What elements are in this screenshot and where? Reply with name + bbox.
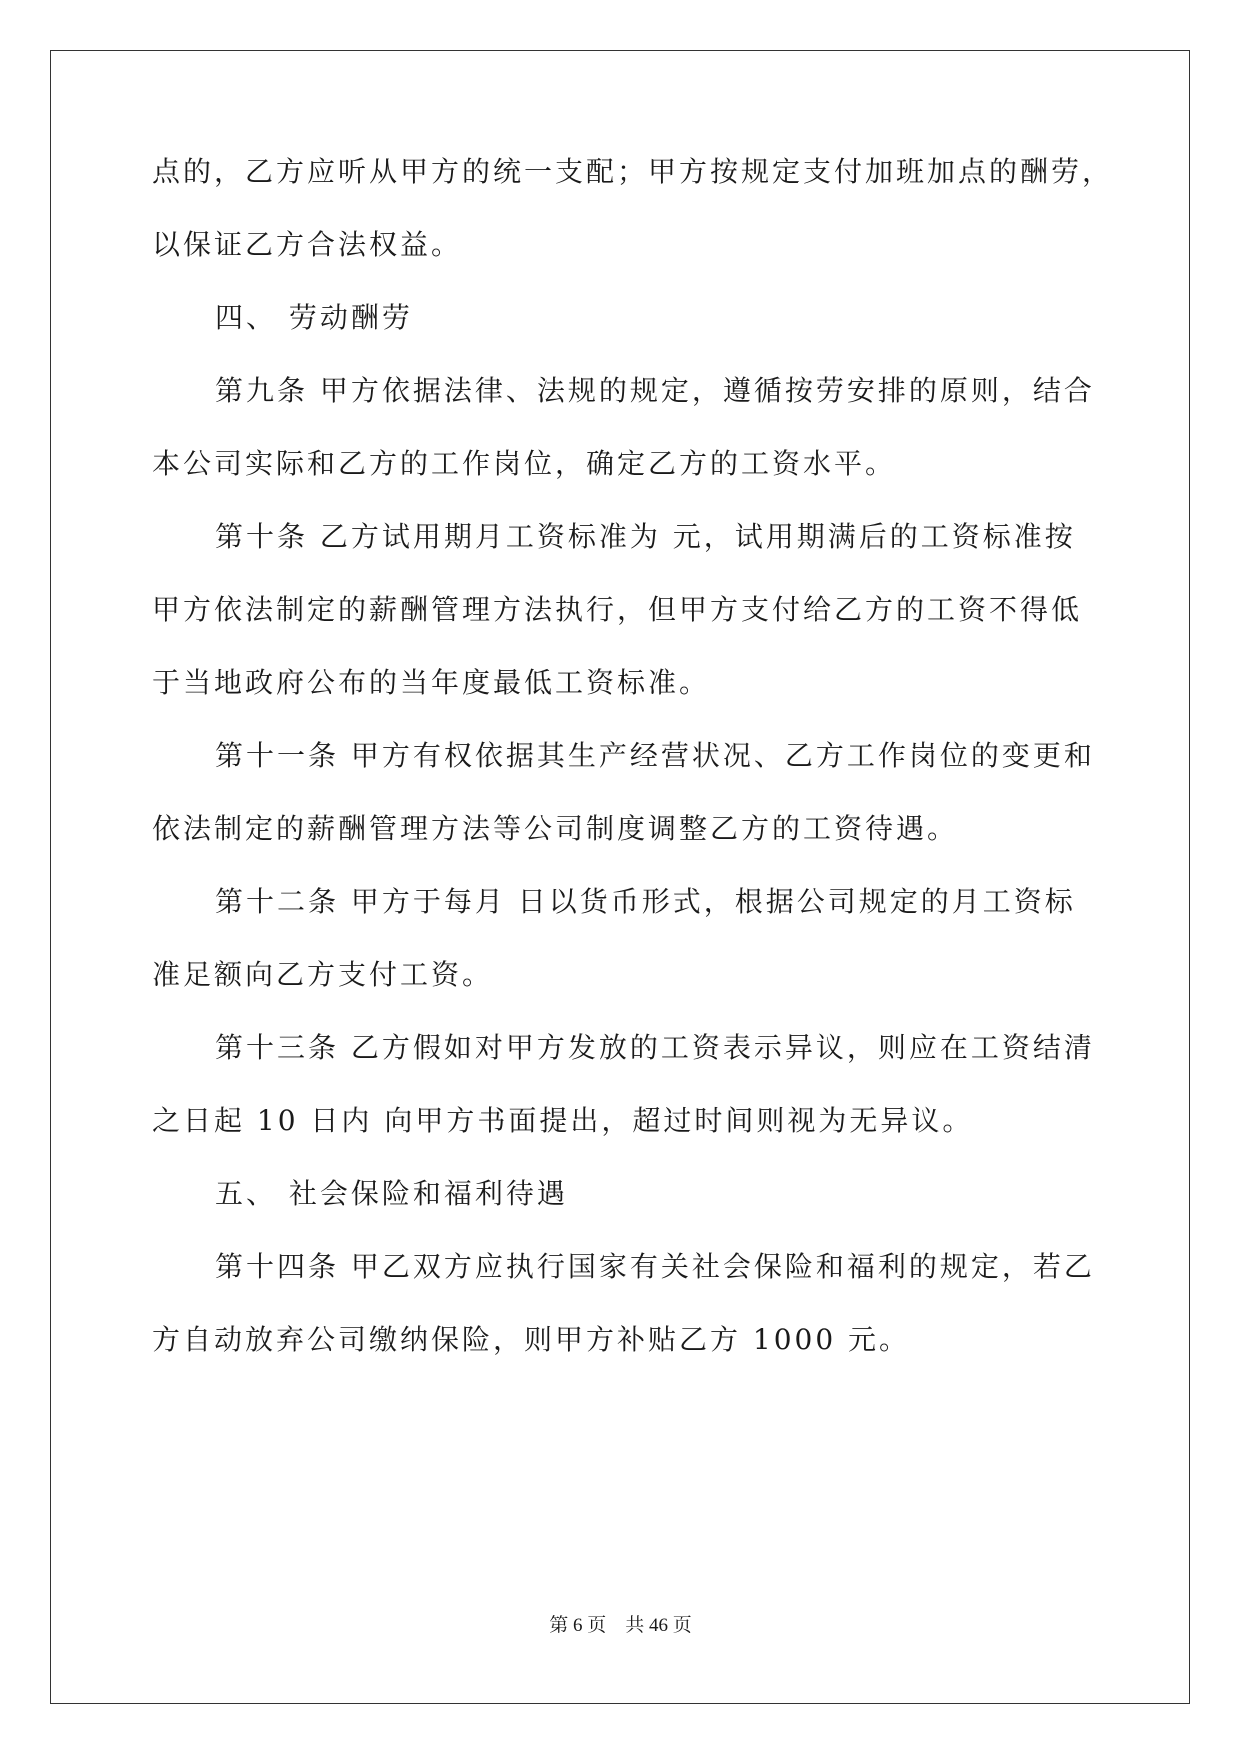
body-line: 之日起 10 日内 向甲方书面提出，超过时间则视为无异议。: [152, 1104, 974, 1137]
body-line: 本公司实际和乙方的工作岗位，确定乙方的工资水平。: [152, 447, 897, 480]
body-line: 方自动放弃公司缴纳保险，则甲方补贴乙方 1000 元。: [152, 1323, 911, 1356]
clause-line: 第十一条 甲方有权依据其生产经营状况、乙方工作岗位的变更和: [215, 739, 1095, 772]
page-footer: [0, 1614, 1241, 1638]
clause-line: 第十四条 甲乙双方应执行国家有关社会保险和福利的规定，若乙: [215, 1250, 1095, 1283]
body-line: 点的，乙方应听从甲方的统一支配；甲方按规定支付加班加点的酬劳，: [152, 155, 1114, 188]
body-line: 以保证乙方合法权益。: [152, 228, 463, 261]
clause-line: 第九条 甲方依据法律、法规的规定，遵循按劳安排的原则，结合: [215, 374, 1095, 407]
page-number: 第 6 页: [549, 1615, 607, 1636]
page-total: 共 46 页: [625, 1615, 692, 1636]
page-border: [50, 50, 1190, 1704]
body-line: 于当地政府公布的当年度最低工资标准。: [152, 666, 711, 699]
body-line: 准足额向乙方支付工资。: [152, 958, 494, 991]
section-heading: 四、 劳动酬劳: [215, 301, 413, 334]
clause-line: 第十二条 甲方于每月 日以货币形式，根据公司规定的月工资标: [215, 885, 1076, 918]
section-heading: 五、 社会保险和福利待遇: [215, 1177, 568, 1210]
body-line: 甲方依法制定的薪酬管理方法执行，但甲方支付给乙方的工资不得低: [152, 593, 1083, 626]
clause-line: 第十三条 乙方假如对甲方发放的工资表示异议，则应在工资结清: [215, 1031, 1095, 1064]
body-line: 依法制定的薪酬管理方法等公司制度调整乙方的工资待遇。: [152, 812, 959, 845]
clause-line: 第十条 乙方试用期月工资标准为 元，试用期满后的工资标准按: [215, 520, 1076, 553]
